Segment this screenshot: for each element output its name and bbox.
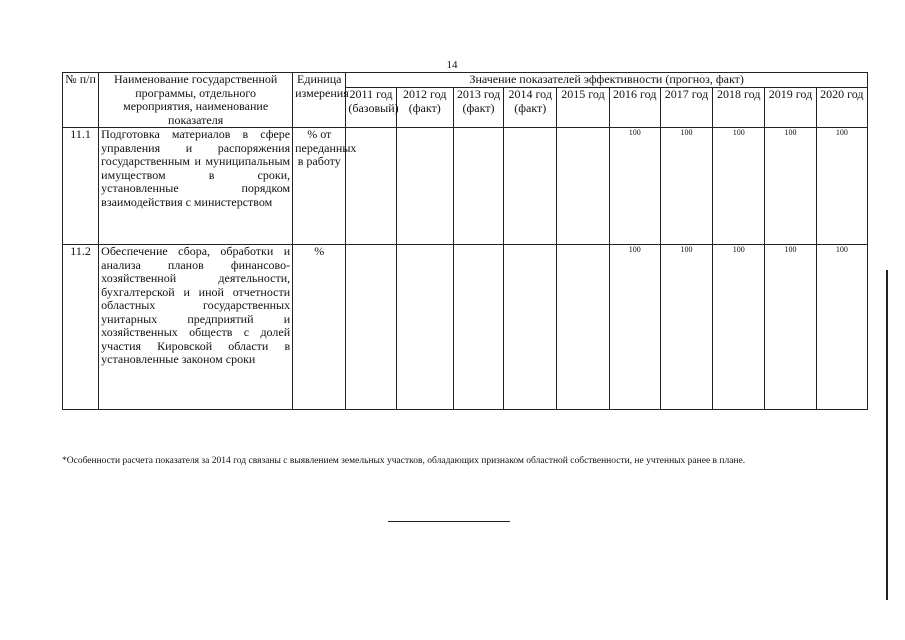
header-year: 2015 год: [557, 88, 609, 128]
row-value: 100: [765, 128, 816, 245]
page-number: 14: [446, 59, 458, 71]
row-value: 100: [816, 245, 867, 410]
row-value: 100: [609, 128, 660, 245]
footnote: *Особенности расчета показателя за 2014 год связаны с выявлением земельных участков, обладающих признаком областной собственности, не учтенных ранее в плане.: [62, 456, 746, 466]
table-row: [63, 128, 868, 245]
row-value: 100: [713, 128, 765, 245]
header-year: 2012 год (факт): [396, 88, 453, 128]
row-value: 100: [660, 128, 712, 245]
header-year: 2017 год: [660, 88, 712, 128]
footnote-separator-line: [388, 521, 510, 522]
header-year: 2016 год: [609, 88, 660, 128]
row-value: 100: [713, 245, 765, 410]
row-value: [396, 245, 453, 410]
header-name: Наименование государственной программы, отдельного мероприятия, наименование показателя: [99, 73, 293, 128]
row-num: 11.2: [63, 245, 99, 410]
header-year: 2014 год (факт): [504, 88, 557, 128]
row-name: Обеспечение сбора, обработки и анализа планов финансово-хозяйственной деятельности, бухгалтерской и иной отчетности областных государственных унитарных предприятий и хозяйственных обществ с долей участия Кировской области в установленные законом сроки: [99, 245, 293, 410]
row-value: [557, 245, 609, 410]
row-value: [504, 245, 557, 410]
row-value: [453, 128, 503, 245]
row-unit: %: [293, 245, 346, 410]
page-edge-line: [886, 270, 888, 600]
row-value: [346, 245, 396, 410]
row-value: 100: [765, 245, 816, 410]
header-year: 2019 год: [765, 88, 816, 128]
header-year: 2013 год (факт): [453, 88, 503, 128]
header-values-group: Значение показателей эффективности (прогноз, факт): [346, 73, 868, 88]
row-num: 11.1: [63, 128, 99, 245]
table-header-row: [63, 73, 868, 88]
table-row: [63, 245, 868, 410]
row-name: Подготовка материалов в сфере управления и распоряжения государственным и муниципальным имуществом в сроки, установленные порядком взаимодействия с министерством: [99, 128, 293, 245]
row-value: 100: [609, 245, 660, 410]
row-value: [557, 128, 609, 245]
row-value: [453, 245, 503, 410]
header-year: 2011 год (базовый): [346, 88, 396, 128]
header-unit: Единица измерения: [293, 73, 346, 128]
row-value: 100: [816, 128, 867, 245]
header-year: 2018 год: [713, 88, 765, 128]
row-value: 100: [660, 245, 712, 410]
header-year: 2020 год: [816, 88, 867, 128]
row-value: [504, 128, 557, 245]
row-value: [396, 128, 453, 245]
row-unit: % от переданных в работу: [293, 128, 346, 245]
header-num: № п/п: [63, 73, 99, 128]
indicators-table: [62, 72, 868, 410]
